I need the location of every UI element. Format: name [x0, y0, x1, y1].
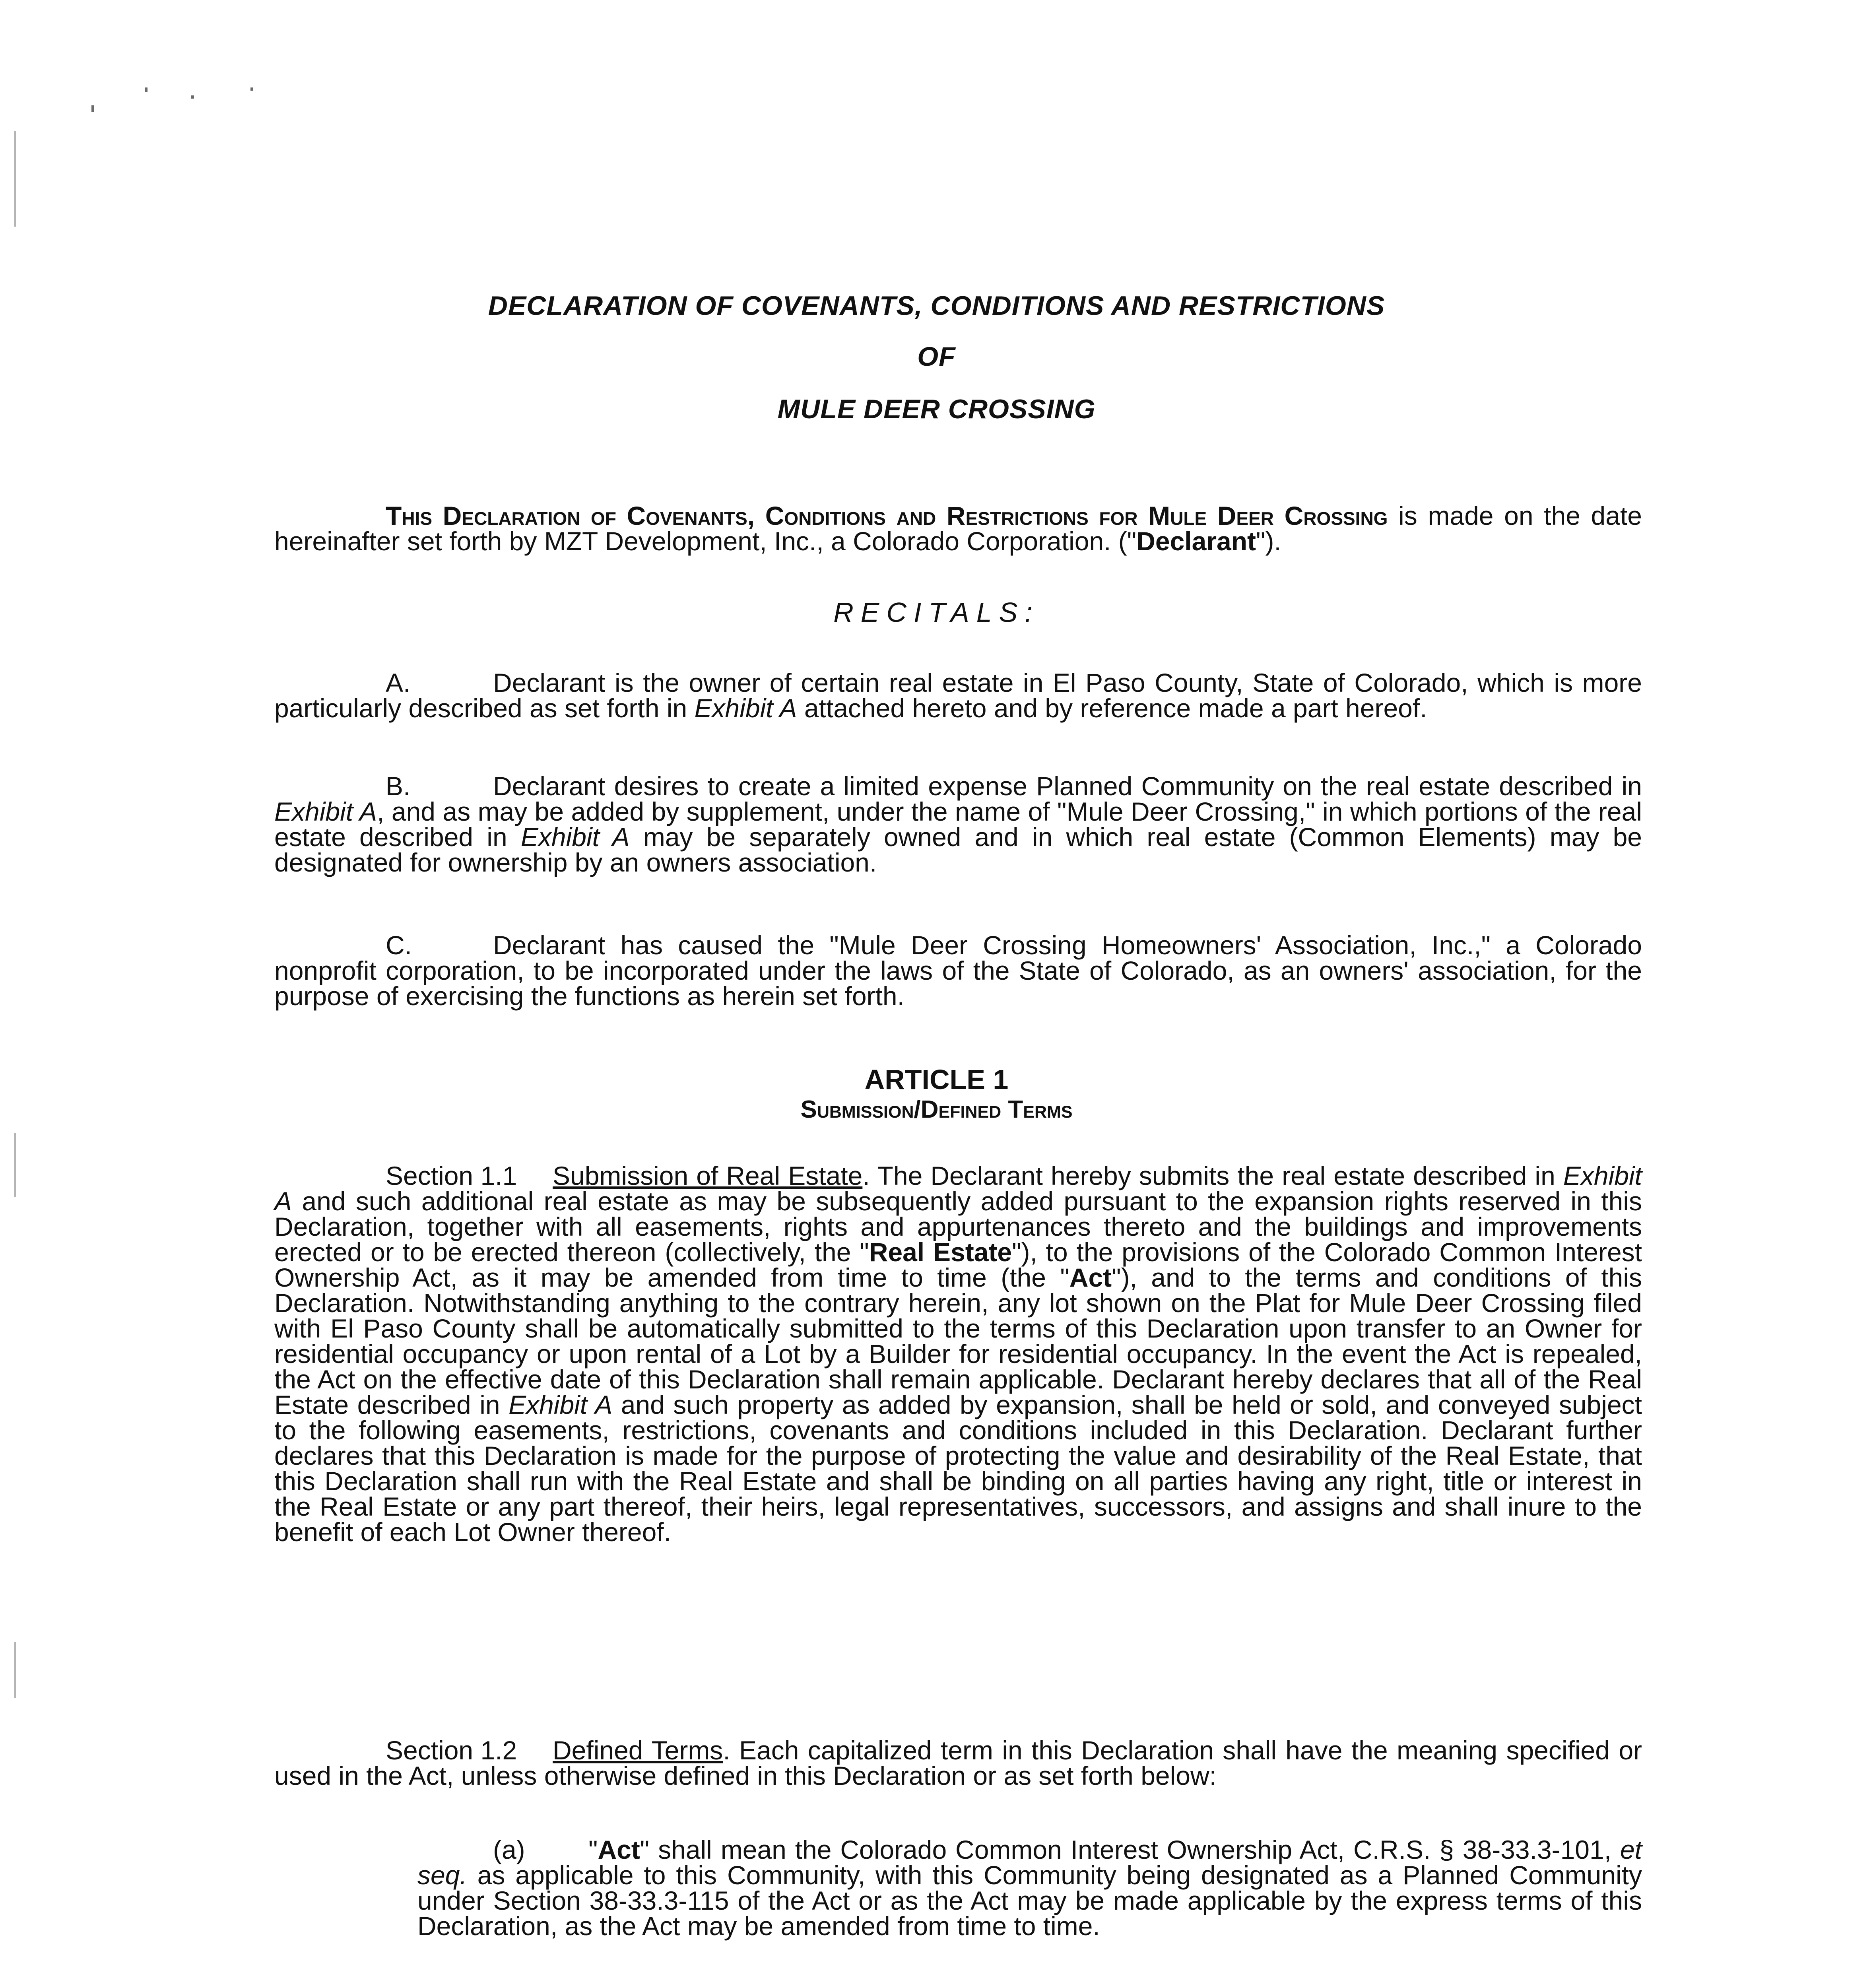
scan-artifact — [14, 1642, 16, 1698]
document-title-line3: MULE DEER CROSSING — [777, 394, 1096, 424]
scan-artifact — [14, 1133, 16, 1197]
definition-text: " shall mean the Colorado Common Interest Ownership Act, C.R.S. § 38-33.3-101, — [640, 1835, 1620, 1864]
section-1-1-heading: Submission of Real Estate — [553, 1161, 863, 1190]
section-1-2 — [274, 1738, 1642, 1788]
exhibit-ref: Exhibit A — [274, 797, 377, 826]
section-1-2-heading: Defined Terms — [553, 1736, 723, 1765]
intro-paragraph — [274, 503, 1642, 554]
act-term: Act — [1069, 1263, 1112, 1292]
recital-a — [274, 670, 1642, 721]
article-number: ARTICLE 1 — [864, 1064, 1009, 1095]
exhibit-ref: Exhibit A — [694, 693, 797, 723]
declarant-term: Declarant — [1136, 526, 1256, 556]
section-text: . Each capitalized term in this Declaration shall have the meaning specified or used in the Act, unless otherwise defined in this Declaration or as set forth below: — [274, 1736, 1642, 1790]
recital-a-text: Declarant is the owner of certain real estate in El Paso County, State of Colorado, which is more particularly described as set forth in — [274, 668, 1642, 723]
section-text: "), to the provisions of the Colorado Common Interest Ownership Act, as it may be amended from time to time (the " — [274, 1237, 1642, 1292]
quote: " — [588, 1835, 598, 1864]
recital-c-text: Declarant has caused the "Mule Deer Crossing Homeowners' Association, Inc.," a Colorado nonprofit corporation, to be incorporated under the laws of the State of Colorado, as an owners' association, for the purpose of exercising the functions as herein set forth. — [274, 930, 1642, 1011]
scan-artifact — [250, 87, 253, 91]
definition-text: as applicable to this Community, with this Community being designated as a Planned Community under Section 38-33.3-115 of the Act or as the Act may be made applicable by the express terms of this Declaration, as the Act may be amended from time to time. — [417, 1860, 1642, 1941]
recital-b-label: B. — [386, 771, 411, 801]
real-estate-term: Real Estate — [869, 1237, 1012, 1267]
recital-b — [274, 773, 1642, 875]
document-title-line2: OF — [917, 342, 956, 372]
recital-c — [274, 932, 1642, 1009]
recital-a-text-end: attached hereto and by reference made a part hereof. — [797, 693, 1427, 723]
scan-artifact — [145, 87, 148, 92]
section-1-2-label: Section 1.2 — [386, 1736, 517, 1765]
scan-artifact — [191, 95, 194, 99]
act-term: Act — [598, 1835, 640, 1864]
section-text: and such additional real estate as may be subsequently added pursuant to the expansion rights reserved in this Declaration, together with all easements, rights and appurtenances thereto and the buildings and improvements erected or to be erected thereon (collectively, the " — [274, 1186, 1642, 1267]
section-text: "), and to the terms and conditions of this Declaration. Notwithstanding anything to the contrary herein, any lot shown on the Plat for Mule Deer Crossing filed with El Paso County shall be automatically submitted to the terms of this Declaration upon transfer to an Owner for residential occupancy or upon rental of a Lot by a Builder for residential occupancy. In the event the Act is repealed, the Act on the effective date of this Declaration shall remain applicable. Declarant hereby declares that all of the Real Estate described in — [274, 1263, 1642, 1419]
recital-b-text: , and as may be added by supplement, under the name of "Mule Deer Crossing," in which portions of the real estate described in — [274, 797, 1642, 852]
section-1-1 — [274, 1163, 1642, 1545]
intro-lead: This Declaration of Covenants, Conditions and Restrictions for Mule Deer Crossing — [386, 501, 1388, 530]
section-text: and such property as added by expansion, shall be held or sold, and conveyed subject to the following easements, restrictions, covenants and conditions included in this Declaration. Declarant further declares that this Declaration is made for the purpose of protecting the value and desirability of the Real Estate, that this Declaration shall run with the Real Estate and shall be binding on all parties having any right, title or interest in the Real Estate or any part thereof, their heirs, legal representatives, successors, and assigns and shall inure to the benefit of each Lot Owner thereof. — [274, 1390, 1642, 1547]
recital-b-text: Declarant desires to create a limited expense Planned Community on the real estate described in — [493, 771, 1642, 801]
recital-b-text-end: may be separately owned and in which real estate (Common Elements) may be designated for ownership by an owners association. — [274, 822, 1642, 877]
scan-artifact — [91, 105, 94, 112]
document-title-line1: DECLARATION OF COVENANTS, CONDITIONS AND RESTRICTIONS — [488, 291, 1385, 321]
recital-c-label: C. — [386, 930, 412, 960]
article-title: Submission/Defined Terms — [800, 1096, 1073, 1123]
scan-artifact — [14, 131, 16, 227]
exhibit-ref: Exhibit A — [509, 1390, 613, 1419]
intro-text: is made on the date hereinafter set forth by MZT Development, Inc., a Colorado Corporation. (" — [274, 501, 1642, 556]
et-seq: et seq. — [417, 1835, 1642, 1890]
exhibit-ref: Exhibit A — [520, 822, 630, 852]
section-text: . The Declarant hereby submits the real estate described in — [862, 1161, 1563, 1190]
recitals-heading: RECITALS: — [833, 597, 1040, 628]
definition-a — [417, 1837, 1642, 1939]
intro-text-end: "). — [1256, 526, 1281, 556]
section-1-1-label: Section 1.1 — [386, 1161, 517, 1190]
definition-a-label: (a) — [493, 1835, 525, 1864]
recital-a-label: A. — [386, 668, 411, 697]
exhibit-ref: Exhibit A — [274, 1161, 1642, 1216]
